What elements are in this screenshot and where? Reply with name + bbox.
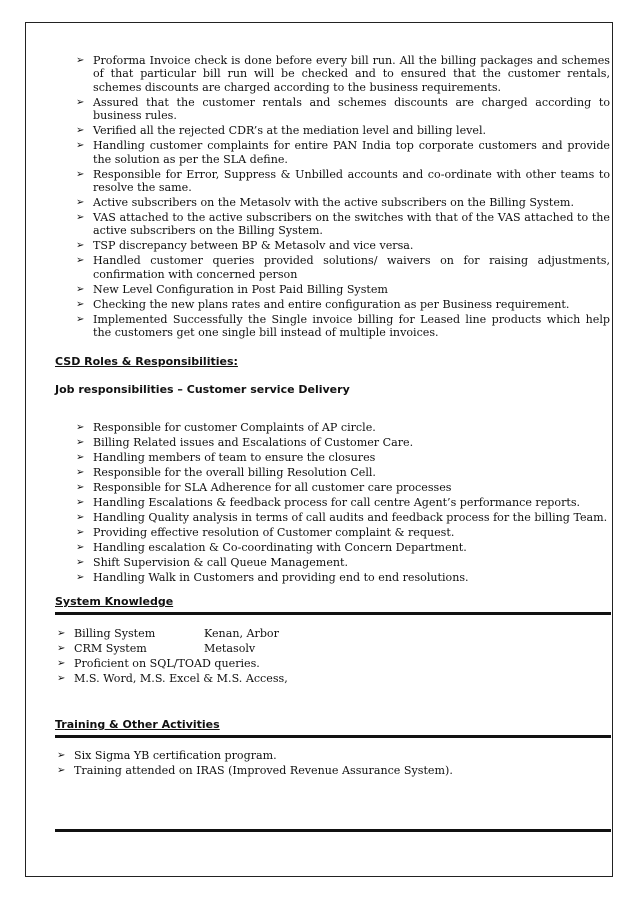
list-item: ➢ Providing effective resolution of Customer complaint & request. (76, 526, 455, 539)
arrow-bullet-icon: ➢ (57, 628, 66, 639)
list-item: ➢ Implemented Successfully the Single invoice billing for Leased line products which help the customers get one single bill instead of multiple invoices. (76, 312, 610, 340)
list-item: ➢ Handling customer complaints for entire PAN India top corporate customers and provide the solution as per the SLA define. (76, 139, 610, 166)
list-item: ➢ TSP discrepancy between BP & Metasolv and vice versa. (76, 239, 414, 253)
section-divider (55, 612, 611, 615)
page-frame (25, 22, 613, 877)
arrow-bullet-icon: ➢ (76, 298, 85, 310)
list-item: ➢ Handling members of team to ensure the closures (76, 451, 376, 464)
list-item: ➢ VAS attached to the active subscribers on the switches with that of the VAS attached to the active subscribers on the Billing System. (76, 211, 610, 238)
list-item: ➢ Shift Supervision & call Queue Management. (76, 556, 349, 569)
list-item: ➢ Handling Quality analysis in terms of call audits and feedback process for the billing Team. (76, 511, 608, 524)
arrow-bullet-icon: ➢ (76, 240, 85, 252)
subheading-job-responsibilities: Job responsibilities – Customer service Delivery (55, 383, 350, 396)
section-heading-system-knowledge: System Knowledge (55, 595, 174, 608)
arrow-bullet-icon: ➢ (57, 750, 66, 761)
system-value: Kenan, Arbor (204, 627, 279, 640)
section-heading-csd: CSD Roles & Responsibilities: (55, 355, 238, 368)
list-item: ➢ New Level Configuration in Post Paid Billing System (76, 282, 388, 296)
arrow-bullet-icon: ➢ (76, 512, 85, 523)
list-item (57, 642, 494, 655)
system-name: Billing System (74, 627, 156, 640)
arrow-bullet-icon: ➢ (76, 168, 85, 180)
list-item: ➢ Handling Escalations & feedback process for call centre Agent’s performance reports. (76, 496, 581, 509)
arrow-bullet-icon: ➢ (76, 125, 85, 137)
arrow-bullet-icon: ➢ (76, 140, 85, 152)
list-item: ➢ Billing Related issues and Escalations of Customer Care. (76, 436, 414, 449)
system-name: CRM System (74, 642, 147, 655)
training-list (57, 749, 554, 779)
list-item: ➢ Verified all the rejected CDR’s at the mediation level and billing level. (76, 124, 487, 138)
arrow-bullet-icon: ➢ (76, 497, 85, 508)
list-item: ➢ Responsible for the overall billing Resolution Cell. (76, 466, 376, 479)
list-item: ➢ Assured that the customer rentals and schemes discounts are charged according to business rules. (76, 95, 610, 123)
section-heading-training: Training & Other Activities (55, 718, 220, 731)
list-item: ➢ Active subscribers on the Metasolv with the active subscribers on the Billing System. (76, 196, 574, 210)
list-item: ➢ Handling escalation & Co-coordinating with Concern Department. (76, 541, 467, 554)
system-knowledge-list (57, 627, 494, 687)
arrow-bullet-icon: ➢ (76, 542, 85, 553)
arrow-bullet-icon: ➢ (76, 55, 85, 66)
arrow-bullet-icon: ➢ (76, 283, 85, 295)
list-item: ➢ Responsible for customer Complaints of AP circle. (76, 421, 376, 434)
billing-duties-list (76, 54, 610, 341)
list-item: ➢ Six Sigma YB certification program. (57, 749, 277, 762)
arrow-bullet-icon: ➢ (57, 643, 66, 654)
arrow-bullet-icon: ➢ (76, 96, 85, 108)
arrow-bullet-icon: ➢ (76, 197, 85, 209)
arrow-bullet-icon: ➢ (76, 452, 85, 463)
csd-duties-list (76, 421, 610, 586)
arrow-bullet-icon: ➢ (76, 572, 85, 583)
list-item: ➢ Checking the new plans rates and entire configuration as per Business requirement. (76, 297, 570, 311)
arrow-bullet-icon: ➢ (57, 765, 66, 776)
footer-divider (55, 829, 611, 832)
arrow-bullet-icon: ➢ (76, 437, 85, 448)
arrow-bullet-icon: ➢ (76, 557, 85, 568)
list-item: ➢ M.S. Word, M.S. Excel & M.S. Access, (57, 672, 288, 685)
arrow-bullet-icon: ➢ (76, 422, 85, 433)
list-item: ➢ Responsible for SLA Adherence for all customer care processes (76, 481, 452, 494)
list-item: ➢ Responsible for Error, Suppress & Unbilled accounts and co-ordinate with other teams to resolve the same. (76, 167, 610, 195)
arrow-bullet-icon: ➢ (57, 658, 66, 669)
arrow-bullet-icon: ➢ (76, 212, 85, 224)
list-item: ➢ Proficient on SQL/TOAD queries. (57, 657, 260, 670)
arrow-bullet-icon: ➢ (76, 467, 85, 478)
arrow-bullet-icon: ➢ (76, 482, 85, 493)
arrow-bullet-icon: ➢ (76, 527, 85, 538)
list-item: ➢ Training attended on IRAS (Improved Revenue Assurance System). (57, 764, 453, 777)
system-value: Metasolv (204, 642, 256, 655)
list-item: ➢ Handling Walk in Customers and providing end to end resolutions. (76, 571, 469, 584)
list-item: ➢ Proforma Invoice check is done before every bill run. All the billing packages and schemes of that particular bill run will be checked and to ensured that the customer rentals, schemes discounts are charged according to the business requirements. (76, 54, 610, 94)
arrow-bullet-icon: ➢ (76, 313, 85, 325)
section-divider (55, 735, 611, 738)
list-item: ➢ Handled customer queries provided solutions/ waivers on for raising adjustments, confirmation with concerned person (76, 254, 610, 281)
arrow-bullet-icon: ➢ (57, 673, 66, 684)
list-item (57, 627, 494, 640)
arrow-bullet-icon: ➢ (76, 255, 85, 267)
